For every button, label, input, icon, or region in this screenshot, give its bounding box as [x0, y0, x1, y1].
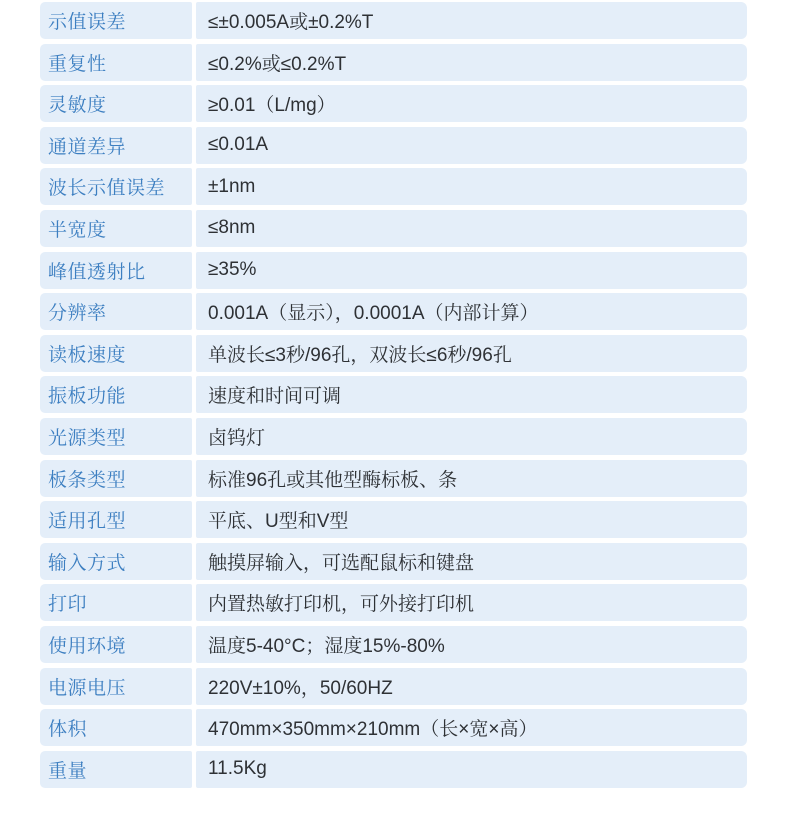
spec-row: [40, 44, 747, 81]
spec-row: [40, 335, 747, 372]
spec-value: 0.001A（显示），0.0001A（内部计算）: [196, 293, 747, 330]
spec-row: [40, 168, 747, 205]
spec-value: 速度和时间可调: [196, 376, 747, 413]
spec-value: ≥0.01（L/mg）: [196, 85, 747, 122]
spec-row: [40, 626, 747, 663]
spec-row: [40, 2, 747, 39]
spec-label: 读板速度: [40, 335, 192, 372]
spec-label: 峰值透射比: [40, 252, 192, 289]
spec-value: ≤±0.005A或±0.2%T: [196, 2, 747, 39]
spec-table: [40, 2, 747, 788]
spec-label: 光源类型: [40, 418, 192, 455]
spec-label: 灵敏度: [40, 85, 192, 122]
spec-row: [40, 709, 747, 746]
spec-label: 使用环境: [40, 626, 192, 663]
spec-value: ≤8nm: [196, 210, 747, 247]
spec-value: 220V±10%，50/60HZ: [196, 668, 747, 705]
spec-row: [40, 584, 747, 621]
spec-row: [40, 543, 747, 580]
spec-row: [40, 418, 747, 455]
spec-row: [40, 252, 747, 289]
spec-value: ≤0.2%或≤0.2%T: [196, 44, 747, 81]
spec-value: 内置热敏打印机，可外接打印机: [196, 584, 747, 621]
spec-value: ±1nm: [196, 168, 747, 205]
spec-value: 标准96孔或其他型酶标板、条: [196, 460, 747, 497]
spec-row: [40, 501, 747, 538]
spec-label: 输入方式: [40, 543, 192, 580]
spec-row: [40, 376, 747, 413]
spec-row: [40, 293, 747, 330]
spec-row: [40, 460, 747, 497]
spec-label: 波长示值误差: [40, 168, 192, 205]
spec-row: [40, 751, 747, 788]
spec-label: 重复性: [40, 44, 192, 81]
spec-row: [40, 127, 747, 164]
spec-label: 打印: [40, 584, 192, 621]
spec-label: 半宽度: [40, 210, 192, 247]
spec-value: 温度5-40°C；湿度15%-80%: [196, 626, 747, 663]
spec-value: ≤0.01A: [196, 127, 747, 164]
spec-value: 平底、U型和V型: [196, 501, 747, 538]
spec-label: 示值误差: [40, 2, 192, 39]
spec-value: 卤钨灯: [196, 418, 747, 455]
spec-value: 单波长≤3秒/96孔，双波长≤6秒/96孔: [196, 335, 747, 372]
spec-row: [40, 85, 747, 122]
spec-value: ≥35%: [196, 252, 747, 289]
spec-label: 体积: [40, 709, 192, 746]
spec-label: 重量: [40, 751, 192, 788]
spec-value: 触摸屏输入，可选配鼠标和键盘: [196, 543, 747, 580]
spec-value: 11.5Kg: [196, 751, 747, 788]
spec-row: [40, 210, 747, 247]
spec-label: 板条类型: [40, 460, 192, 497]
spec-value: 470mm×350mm×210mm（长×宽×高）: [196, 709, 747, 746]
spec-label: 电源电压: [40, 668, 192, 705]
spec-label: 振板功能: [40, 376, 192, 413]
spec-row: [40, 668, 747, 705]
spec-label: 适用孔型: [40, 501, 192, 538]
spec-label: 通道差异: [40, 127, 192, 164]
spec-label: 分辨率: [40, 293, 192, 330]
